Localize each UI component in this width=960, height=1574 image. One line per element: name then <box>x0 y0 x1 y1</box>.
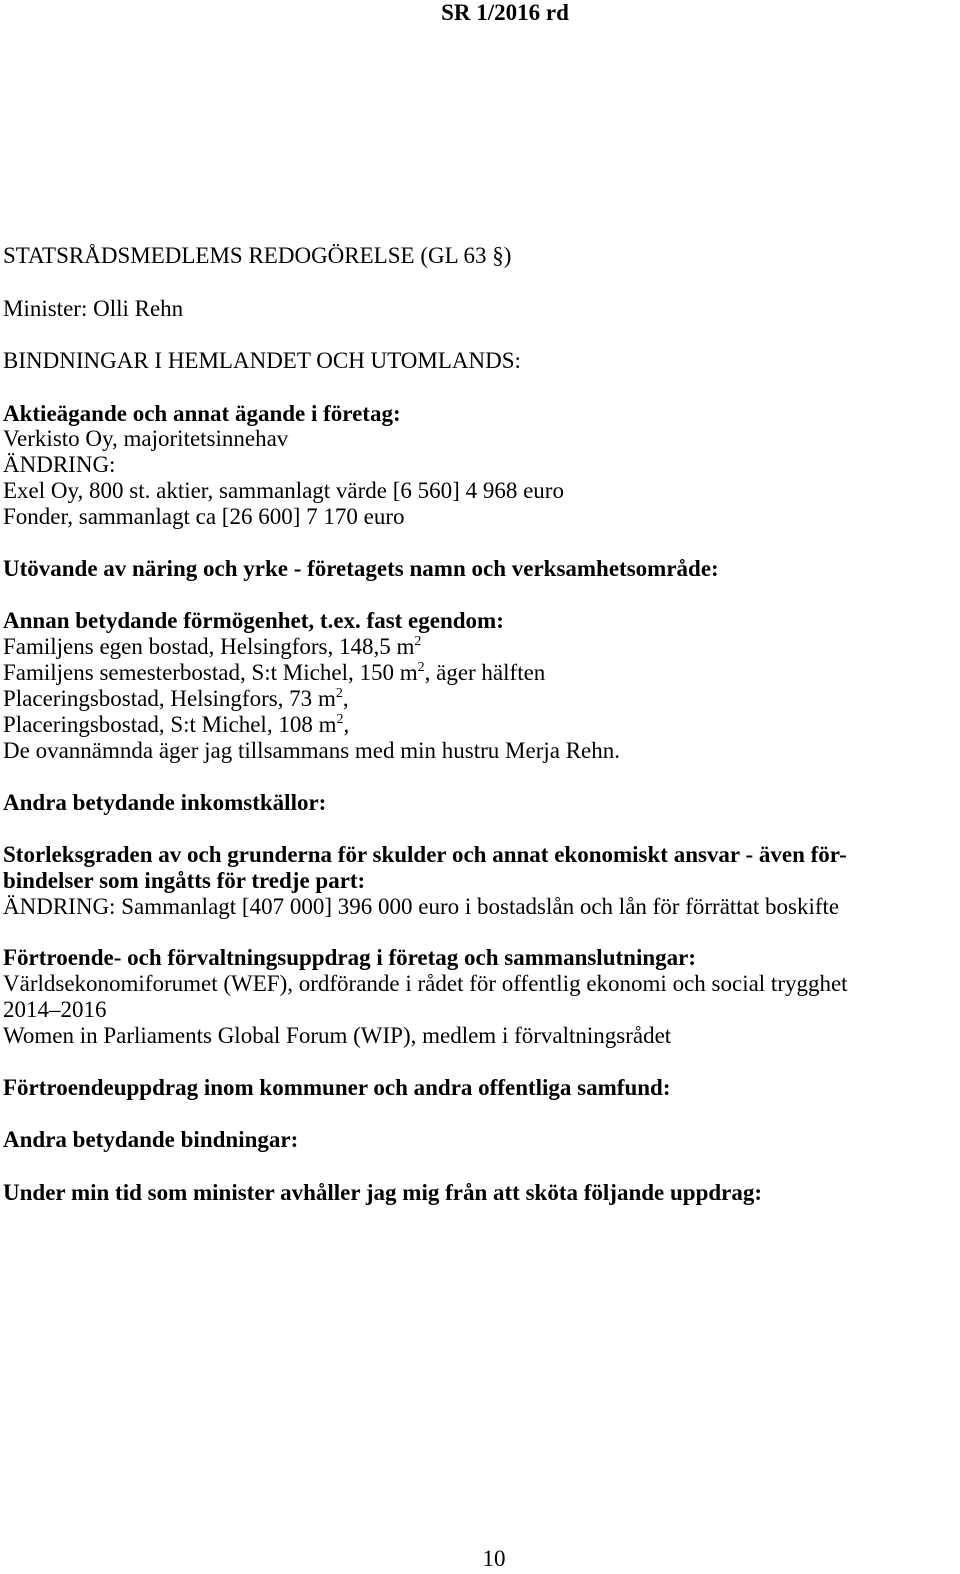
unit: m <box>396 634 415 659</box>
income-heading: Andra betydande inkomstkällor: <box>3 790 327 815</box>
debts-heading: Storleksgraden av och grunderna för skulder och annat ekonomiskt ansvar - även för- <box>3 842 847 867</box>
refrain-heading: Under min tid som minister avhåller jag mig från att sköta följande uppdrag: <box>3 1180 763 1205</box>
unit-exponent: 2 <box>414 634 422 649</box>
business-heading: Utövande av näring och yrke - företagets namn och verksamhetsområde: <box>3 556 719 581</box>
trust-position-line: 2014–2016 <box>3 997 107 1022</box>
property-line: Familjens semesterbostad, S:t Michel, 150 $m^2$, äger hälften <box>3 660 546 685</box>
property-line: Placeringsbostad, S:t Michel, 108 $m^2$, <box>3 712 350 737</box>
other-bindings-heading: Andra betydande bindningar: <box>3 1127 299 1152</box>
debts-heading-continued: bindelser som ingåtts för tredje part: <box>3 868 366 893</box>
property-note: De ovannämnda äger jag tillsammans med min hustru Merja Rehn. <box>3 738 621 763</box>
unit-exponent: 2 <box>417 660 425 675</box>
ownership-heading: Aktieägande och annat ägande i företag: <box>3 401 401 426</box>
bindings-heading: BINDNINGAR I HEMLANDET OCH UTOMLANDS: <box>3 348 521 373</box>
trust-positions-heading: Förtroende- och förvaltningsuppdrag i företag och sammanslutningar: <box>3 945 696 970</box>
property-line: Placeringsbostad, Helsingfors, 73 $m^2$, <box>3 686 349 711</box>
ownership-line: Fonder, sammanlagt ca [26 600] 7 170 euro <box>3 504 405 529</box>
minister-name: Minister: Olli Rehn <box>3 296 184 321</box>
unit-exponent: 2 <box>336 712 344 727</box>
property-heading: Annan betydande förmögenhet, t.ex. fast egendom: <box>3 608 504 633</box>
municipal-heading: Förtroendeuppdrag inom kommuner och andra offentliga samfund: <box>3 1075 671 1100</box>
document-reference: SR 1/2016 rd <box>441 0 569 25</box>
unit: m <box>318 712 337 737</box>
trust-position-line: Women in Parliaments Global Forum (WIP), medlem i förvaltningsrådet <box>3 1023 672 1048</box>
unit: m <box>399 660 418 685</box>
ownership-line: ÄNDRING: <box>3 452 116 477</box>
debts-line: ÄNDRING: Sammanlagt [407 000] 396 000 euro i bostadslån och lån för förrättat boskifte <box>3 894 840 919</box>
unit-exponent: 2 <box>335 686 343 701</box>
trust-position-line: Världsekonomiforumet (WEF), ordförande i rådet för offentlig ekonomi och social trygghet <box>3 971 848 996</box>
ownership-line: Verkisto Oy, majoritetsinnehav <box>3 426 289 451</box>
document-title: STATSRÅDSMEDLEMS REDOGÖRELSE (GL 63 §) <box>3 243 512 268</box>
property-line: Familjens egen bostad, Helsingfors, 148,5 $m^2$ <box>3 634 422 659</box>
unit: m <box>317 686 336 711</box>
ownership-line: Exel Oy, 800 st. aktier, sammanlagt värde [6 560] 4 968 euro <box>3 478 564 503</box>
page-number: 10 <box>482 1546 506 1571</box>
